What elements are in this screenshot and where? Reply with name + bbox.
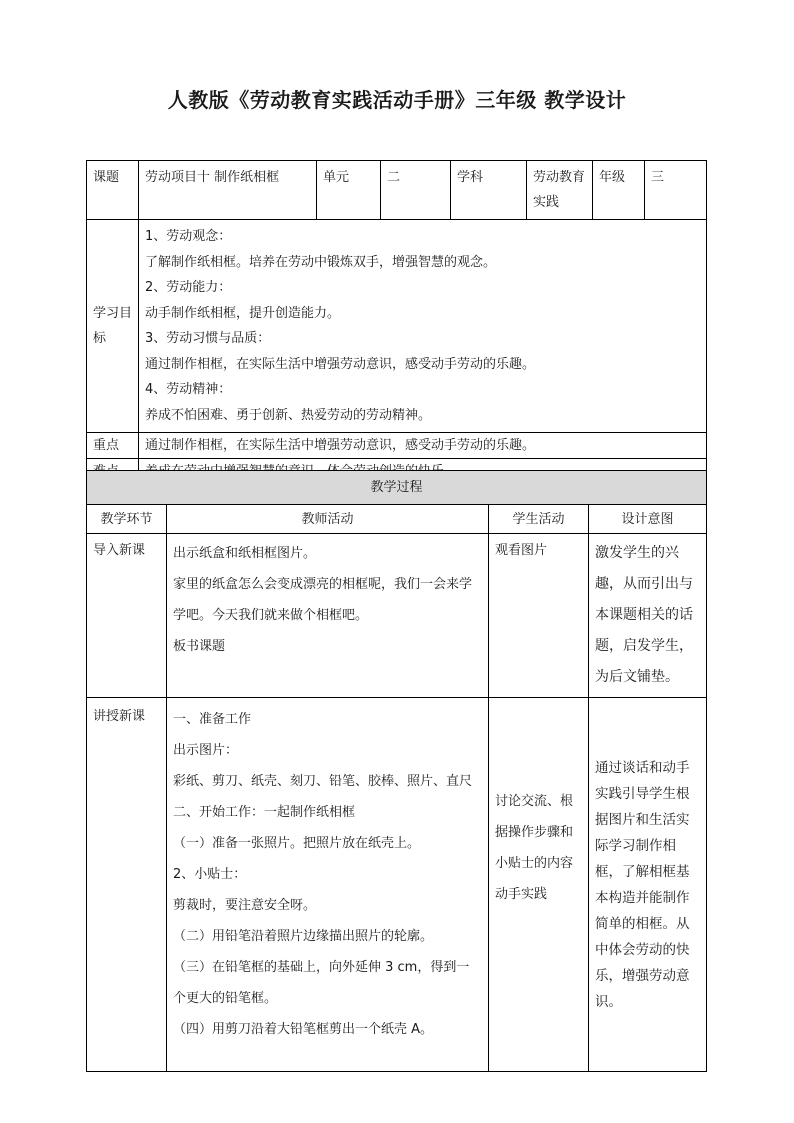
nian-ji-value: 三 [645, 161, 707, 220]
info-row [87, 161, 707, 220]
teacher-line: （四）用剪刀沿着大铅笔框剪出一个纸壳 A。 [173, 1022, 434, 1037]
teacher-line: 彩纸、剪刀、纸壳、刻刀、铅笔、胶棒、照片、直尺 [173, 774, 473, 789]
key-point-row [87, 433, 707, 459]
teacher-line: 出示图片： [173, 743, 239, 758]
teacher-line: 剪裁时，要注意安全呀。 [173, 898, 317, 913]
column-header-intent: 设计意图 [589, 505, 707, 534]
stage-cell: 导入新课 [87, 534, 167, 698]
info-table [86, 160, 707, 485]
process-row-intro [87, 534, 707, 698]
process-table [86, 470, 707, 1072]
goal-line: 2、劳动能力： [145, 280, 232, 295]
goal-line: 3、劳动习惯与品质： [145, 331, 271, 346]
student-cell: 讨论交流、根据操作步骤和小贴士的内容动手实践 [489, 698, 589, 1072]
teacher-line: （一）准备一张照片。把照片放在纸壳上。 [173, 836, 421, 851]
process-header-row [87, 471, 707, 505]
teacher-line: 出示纸盒和纸相框图片。 [173, 546, 317, 561]
goal-line: 养成不怕困难、勇于创新、热爱劳动的劳动精神。 [145, 407, 432, 423]
teacher-line: 板书课题 [173, 639, 226, 654]
xue-ke-value: 劳动教育实践 [527, 161, 593, 220]
student-cell: 观看图片 [489, 534, 589, 698]
column-header-teacher: 教师活动 [167, 505, 489, 534]
process-header: 教学过程 [87, 471, 707, 505]
key-point-text: 通过制作相框，在实际生活中增强劳动意识，感受动手劳动的乐趣。 [139, 433, 707, 459]
goals-label: 学习目标 [87, 220, 139, 433]
column-header-stage: 教学环节 [87, 505, 167, 534]
goal-line: 1、劳动观念： [145, 229, 232, 244]
column-header-row [87, 505, 707, 534]
teacher-line: 家里的纸盒怎么会变成漂亮的相框呢，我们一会来学学吧。今天我们就来做个相框吧。 [173, 577, 473, 623]
key-point-label: 重点 [87, 433, 139, 459]
intent-cell: 通过谈话和动手实践引导学生根据图片和生活实际学习制作相框，了解相框基本构造并能制作简单的相框。从中体会劳动的快乐，增强劳动意识。 [589, 698, 707, 1072]
xue-ke-label: 学科 [451, 161, 527, 220]
goals-row [87, 220, 707, 433]
page-title: 人教版《劳动教育实践活动手册》三年级 教学设计 [167, 88, 627, 112]
ke-ti-value: 劳动项目十 制作纸相框 [139, 161, 317, 220]
intent-cell: 激发学生的兴趣，从而引出与本课题相关的话题，启发学生，为后文铺垫。 [589, 534, 707, 698]
dan-yuan-value: 二 [381, 161, 451, 220]
goals-content [139, 220, 707, 433]
teacher-line: 2、小贴士： [173, 867, 247, 882]
ke-ti-label: 课题 [87, 161, 139, 220]
teacher-line: （二）用铅笔沿着照片边缘描出照片的轮廓。 [173, 929, 434, 944]
goal-line: 了解制作纸相框。培养在劳动中锻炼双手，增强智慧的观念。 [145, 254, 497, 270]
teacher-cell [167, 534, 489, 698]
teacher-cell [167, 698, 489, 1072]
nian-ji-label: 年级 [593, 161, 645, 220]
goal-line: 通过制作相框，在实际生活中增强劳动意识，感受动手劳动的乐趣。 [145, 356, 536, 372]
teacher-line: 一、准备工作 [173, 712, 252, 727]
teacher-line: （三）在铅笔框的基础上，向外延伸 3 cm，得到一个更大的铅笔框。 [173, 960, 470, 1006]
goal-line: 动手制作纸相框，提升创造能力。 [145, 305, 341, 321]
process-row-new [87, 698, 707, 1072]
stage-cell: 讲授新课 [87, 698, 167, 1072]
column-header-student: 学生活动 [489, 505, 589, 534]
teacher-line: 二、开始工作：一起制作纸相框 [173, 805, 356, 820]
goal-line: 4、劳动精神： [145, 382, 232, 397]
dan-yuan-label: 单元 [317, 161, 381, 220]
